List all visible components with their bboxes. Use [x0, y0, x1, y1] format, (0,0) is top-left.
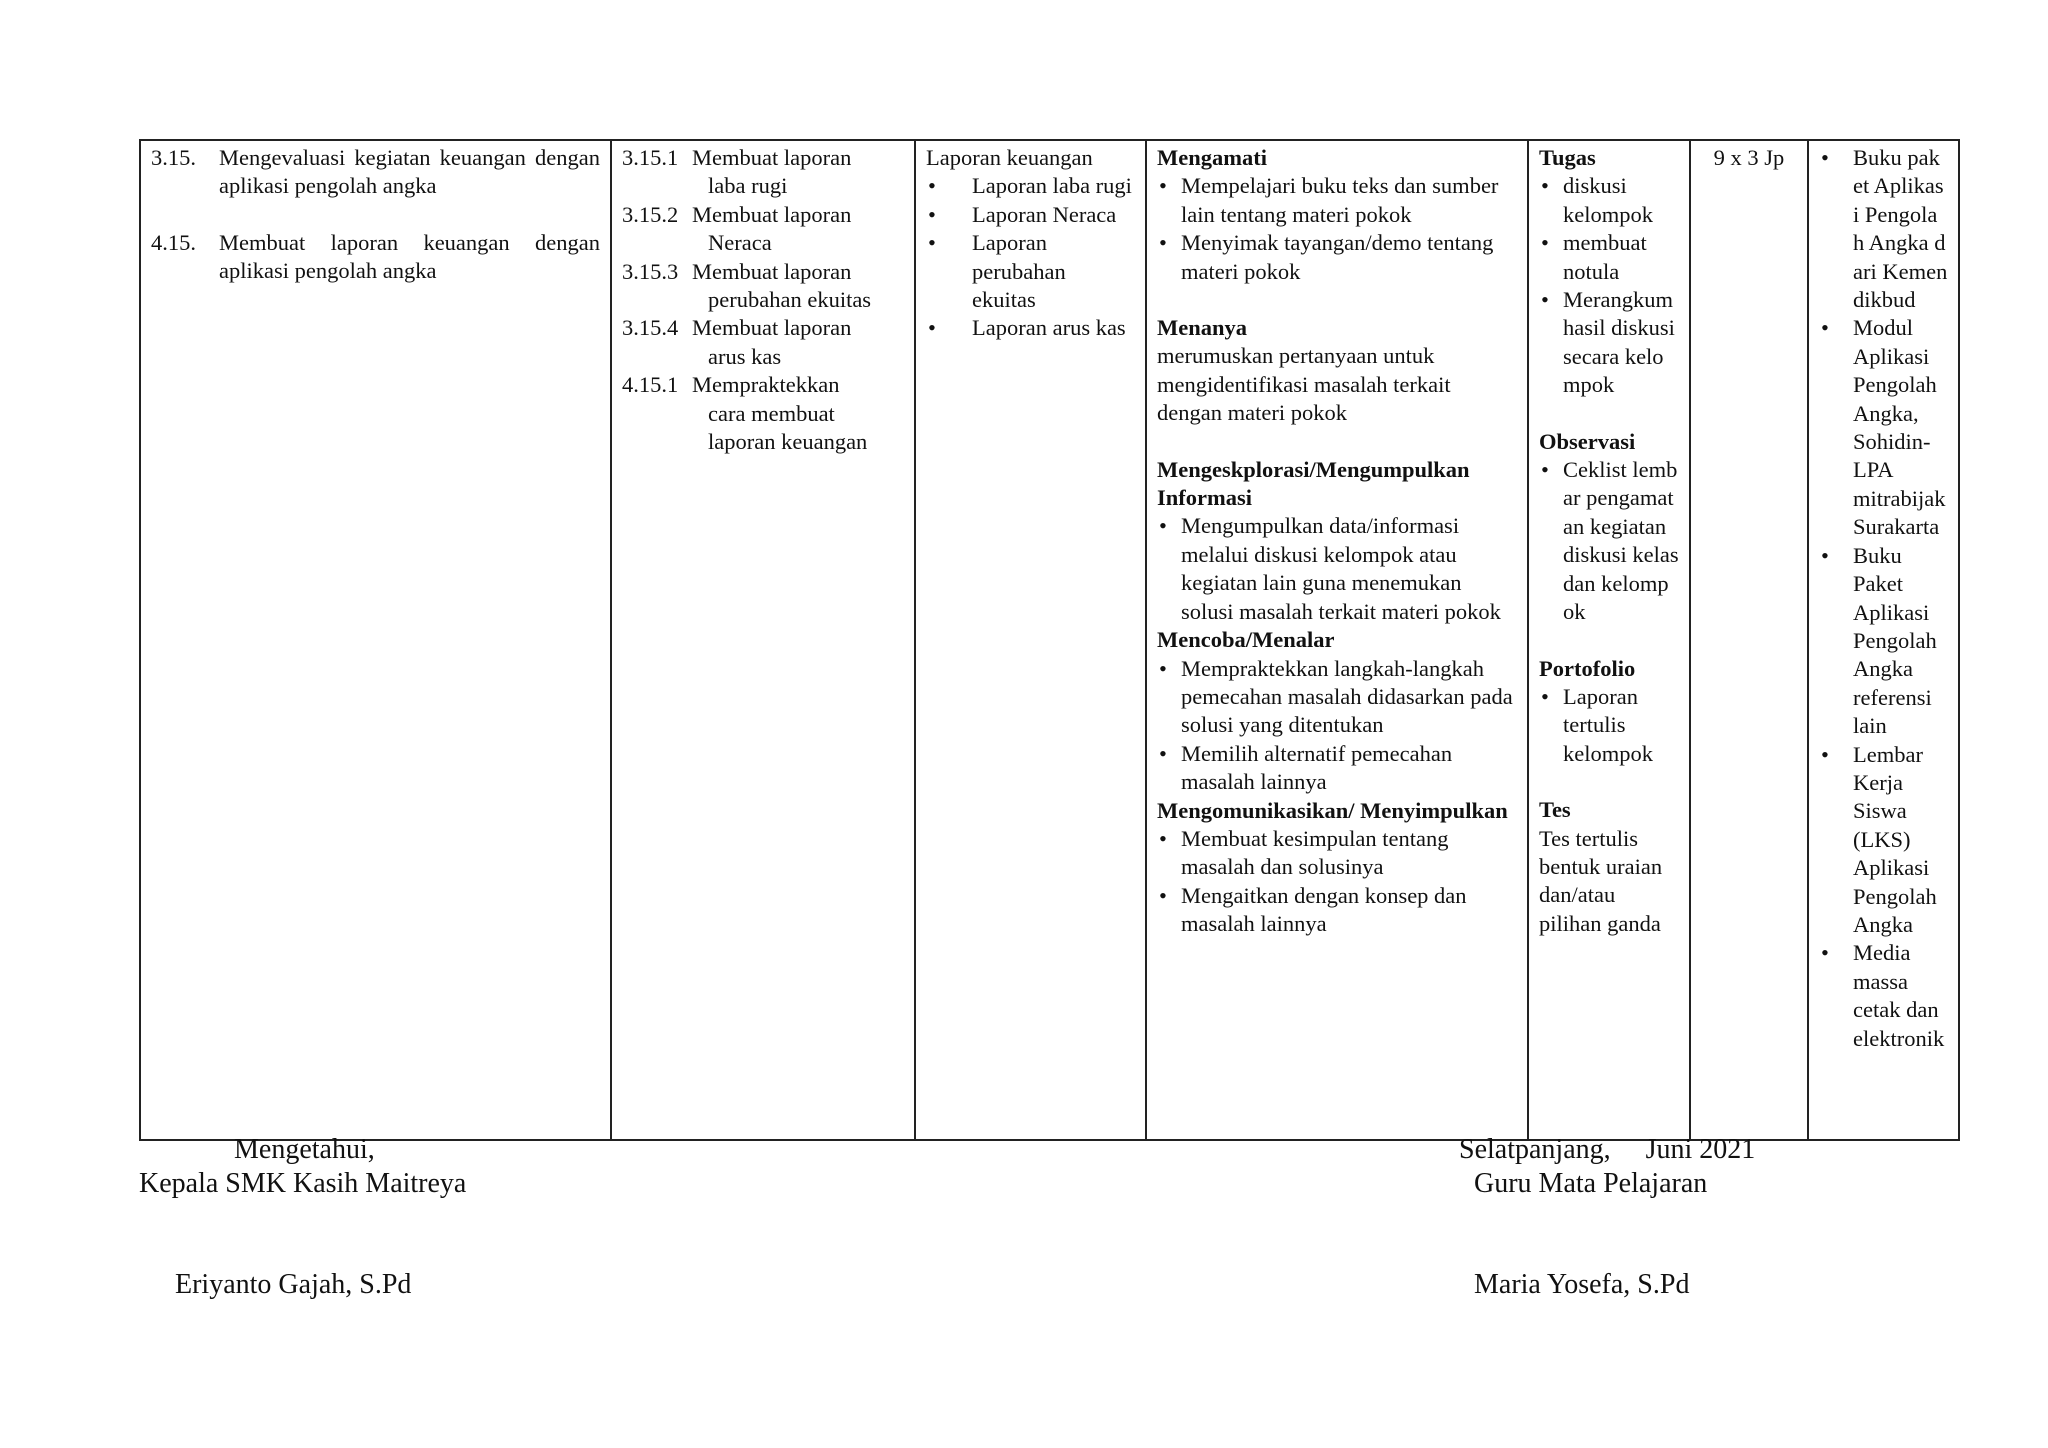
indikator-item: 3.15.4 Membuat laporan arus kas: [622, 315, 852, 369]
list-item: • Membuat kesimpulan tentang masalah dan solusinya: [1157, 825, 1517, 882]
list-item: • Menyimak tayangan/demo tentang materi pokok: [1157, 229, 1517, 286]
alokasi-waktu-value: 9 x 3 Jp: [1713, 145, 1785, 170]
heading-mengomunikasikan: Mengomunikasikan/ Menyimpulkan: [1157, 797, 1508, 823]
penilaian-cell: [1528, 140, 1690, 1140]
list-item: • Buku Paket Aplikasi Pengolah Angka referensi lain: [1819, 542, 1948, 741]
kompetensi-item: 3.15. Mengevaluasi kegiatan keuangan dengan aplikasi pengolah angka: [151, 145, 600, 199]
list-item: • Memilih alternatif pemecahan masalah lainnya: [1157, 740, 1517, 797]
heading-mencoba: Mencoba/Menalar: [1157, 627, 1335, 653]
indikator-item: 3.15.3 Membuat laporan perubahan ekuitas: [622, 258, 872, 313]
menanya-text: merumuskan pertanyaan untuk mengidentifikasi masalah terkait dengan materi pokok: [1157, 343, 1451, 426]
heading-mengamati: Mengamati: [1157, 145, 1267, 170]
table-row: [140, 140, 1959, 1140]
kepala-sekolah-title: Kepala SMK Kasih Maitreya: [139, 1168, 467, 1199]
indikator-cell: [611, 140, 915, 1140]
list-item: • Laporan perubahan ekuitas: [926, 229, 1135, 314]
list-item: • diskusi kelompok: [1539, 172, 1679, 229]
indikator-item: 3.15.1 Membuat laporan laba rugi: [622, 145, 852, 199]
list-item: • Laporan laba rugi: [926, 172, 1135, 200]
list-item: • Mengumpulkan data/informasi melalui diskusi kelompok atau kegiatan lain guna menemukan solusi masalah terkait materi pokok: [1157, 512, 1517, 626]
list-item: • Laporan Neraca: [926, 201, 1135, 229]
heading-observasi: Observasi: [1539, 428, 1636, 454]
guru-name: Maria Yosefa, S.Pd: [1474, 1269, 1690, 1300]
kompetensi-item: 4.15. Membuat laporan keuangan dengan aplikasi pengolah angka: [151, 229, 600, 284]
list-item: • Mempraktekkan langkah-langkah pemecahan masalah didasarkan pada solusi yang ditentukan: [1157, 655, 1517, 740]
list-item: • Buku paket Aplikasi Pengolah Angka dari Kemendikbud: [1819, 144, 1948, 314]
mengetahui-label: Mengetahui,: [234, 1134, 375, 1165]
list-item: • Laporan arus kas: [926, 314, 1135, 342]
heading-tugas: Tugas: [1539, 145, 1596, 170]
kegiatan-cell: [1146, 140, 1528, 1140]
materi-list: [926, 172, 1135, 342]
guru-title: Guru Mata Pelajaran: [1474, 1168, 1708, 1199]
tes-text: Tes tertulis bentuk uraian dan/atau pilihan ganda: [1539, 825, 1663, 936]
list-item: • Lembar Kerja Siswa (LKS) Aplikasi Pengolah Angka: [1819, 741, 1948, 940]
heading-mengeksplorasi: Mengeskplorasi/Mengumpulkan Informasi: [1157, 456, 1470, 511]
list-item: • Ceklist lembar pengamatan kegiatan diskusi kelas dan kelompok: [1539, 456, 1679, 626]
list-item: • Modul Aplikasi Pengolah Angka, Sohidin-LPA mitrabijak Surakarta: [1819, 314, 1948, 541]
heading-tes: Tes: [1539, 797, 1571, 823]
alokasi-waktu-cell: [1690, 140, 1808, 1140]
list-item: • Merangkum hasil diskusi secara kelompok: [1539, 286, 1679, 400]
place-date: Selatpanjang, Juni 2021: [1459, 1134, 1756, 1165]
list-item: • Mengaitkan dengan konsep dan masalah lainnya: [1157, 882, 1517, 939]
indikator-item: 3.15.2 Membuat laporan Neraca: [622, 201, 852, 256]
heading-menanya: Menanya: [1157, 315, 1247, 341]
sumber-belajar-cell: [1808, 140, 1959, 1140]
materi-pokok-cell: [915, 140, 1146, 1140]
silabus-table: [139, 139, 1960, 1141]
list-item: • Laporan tertulis kelompok: [1539, 683, 1679, 768]
list-item: • Media massa cetak dan elektronik: [1819, 939, 1948, 1053]
heading-portofolio: Portofolio: [1539, 655, 1636, 681]
list-item: • Mempelajari buku teks dan sumber lain tentang materi pokok: [1157, 172, 1517, 229]
materi-title: Laporan keuangan: [926, 145, 1093, 170]
indikator-item: 4.15.1 Mempraktekkan cara membuat laporan keuangan: [622, 372, 868, 455]
kepala-sekolah-name: Eriyanto Gajah, S.Pd: [175, 1269, 412, 1300]
list-item: • membuat notula: [1539, 229, 1679, 286]
kompetensi-dasar-cell: [140, 140, 611, 1140]
